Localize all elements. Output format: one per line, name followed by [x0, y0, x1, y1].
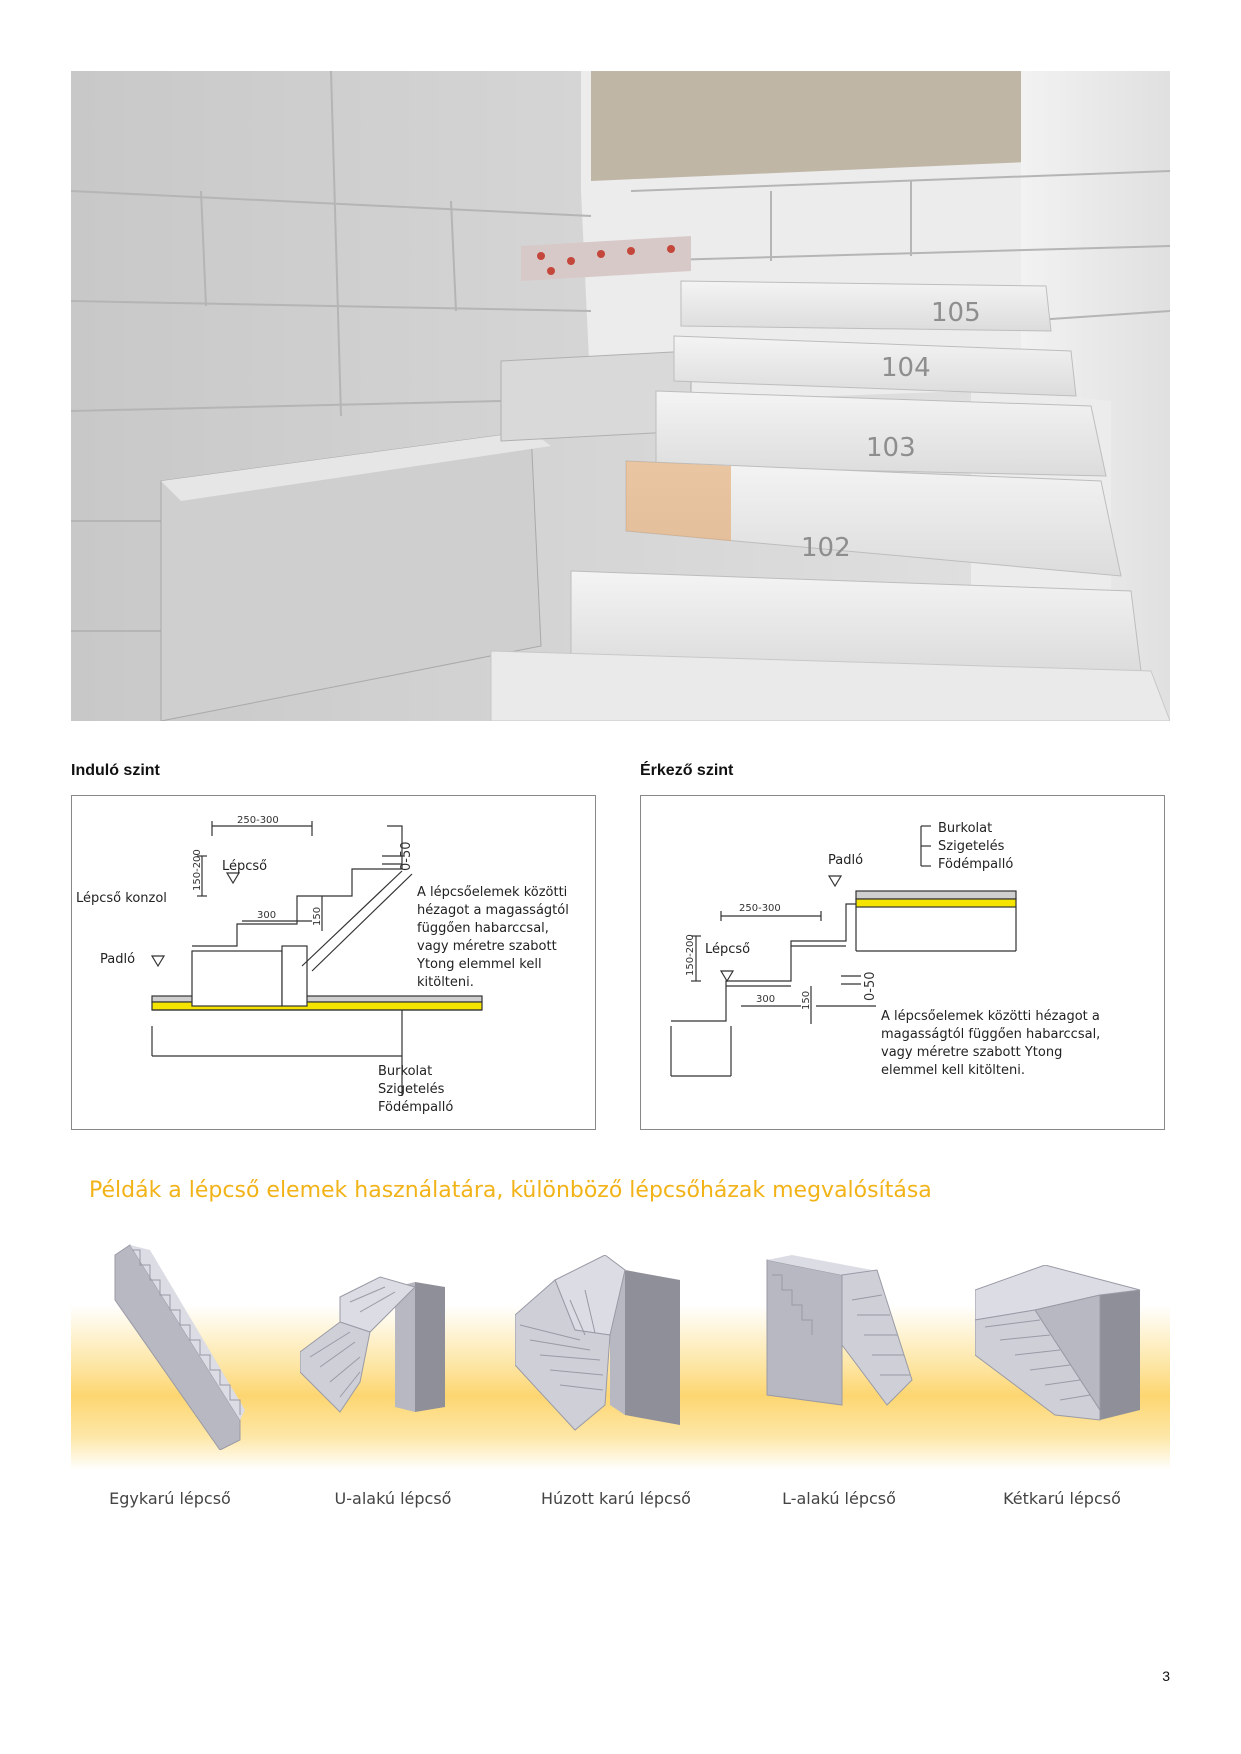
caption-straight-stair: Egykarú lépcső: [109, 1489, 231, 1508]
right-note-line-1: A lépcsőelemek közötti hézagot a: [881, 1009, 1100, 1024]
caption-l-shaped-stair: L-alakú lépcső: [782, 1489, 896, 1508]
left-note-line-3: függően habarccsal,: [417, 921, 549, 936]
right-layer-2: Szigetelés: [938, 839, 1005, 854]
left-label-floor: Padló: [100, 952, 136, 967]
caption-winding-stair: Húzott karú lépcső: [541, 1489, 691, 1508]
caption-u-shaped-stair: U-alakú lépcső: [334, 1489, 452, 1508]
left-layer-2: Szigetelés: [378, 1082, 445, 1097]
right-dim-150: 150: [801, 990, 812, 1010]
left-dim-gap: 0-50: [399, 841, 414, 871]
left-layer-1: Burkolat: [378, 1064, 433, 1079]
right-dim-tread: 300: [756, 994, 776, 1005]
right-label-floor: Padló: [828, 853, 864, 868]
left-dim-top: 250-300: [237, 815, 279, 826]
left-note-line-1: A lépcsőelemek közötti: [417, 885, 568, 900]
right-diagram-title: Érkező szint: [640, 762, 734, 779]
stair-u-shaped-illustration: [300, 1272, 450, 1422]
left-note-line-6: kitölteni.: [417, 975, 474, 990]
left-note-line-2: hézagot a magasságtól: [417, 903, 569, 918]
left-note-line-4: vagy méretre szabott: [417, 939, 557, 954]
right-note-line-3: vagy méretre szabott Ytong: [881, 1045, 1063, 1060]
staircase-photo-drawing: [71, 71, 1170, 721]
right-label-stair: Lépcső: [705, 942, 751, 957]
step-number-102: 102: [801, 533, 851, 563]
step-number-104: 104: [881, 353, 931, 383]
staircase-photo: [71, 71, 1170, 721]
left-diagram-title: Induló szint: [71, 762, 160, 779]
left-layer-3: Födémpalló: [378, 1100, 454, 1115]
stair-two-flight-illustration: [975, 1265, 1145, 1425]
right-dim-gap: 0-50: [863, 971, 878, 1001]
right-dim-riser: 150-200: [685, 934, 696, 976]
right-layer-1: Burkolat: [938, 821, 993, 836]
right-layer-3: Födémpalló: [938, 857, 1014, 872]
left-label-stair: Lépcső: [222, 859, 268, 874]
stair-winding-illustration: [515, 1255, 685, 1435]
right-note-line-4: elemmel kell kitölteni.: [881, 1063, 1025, 1078]
step-number-105: 105: [931, 298, 981, 328]
page-number: 3: [1162, 1668, 1170, 1684]
stair-l-shaped-illustration: [752, 1255, 922, 1415]
step-number-103: 103: [866, 433, 916, 463]
left-label-bracket: Lépcső konzol: [76, 891, 167, 906]
right-note-line-2: magasságtól függően habarccsal,: [881, 1027, 1101, 1042]
stair-straight-illustration: [110, 1240, 250, 1450]
examples-heading: Példák a lépcső elemek használatára, különböző lépcsőházak megvalósítása: [89, 1178, 932, 1203]
left-dim-riser: 150-200: [192, 849, 203, 891]
right-diagram: [640, 795, 1165, 1130]
left-dim-tread: 300: [257, 910, 277, 921]
left-dim-150: 150: [312, 906, 323, 926]
caption-two-flight-stair: Kétkarú lépcső: [1003, 1489, 1121, 1508]
left-diagram: [71, 795, 596, 1130]
left-note-line-5: Ytong elemmel kell: [417, 957, 542, 972]
right-dim-top: 250-300: [739, 903, 781, 914]
